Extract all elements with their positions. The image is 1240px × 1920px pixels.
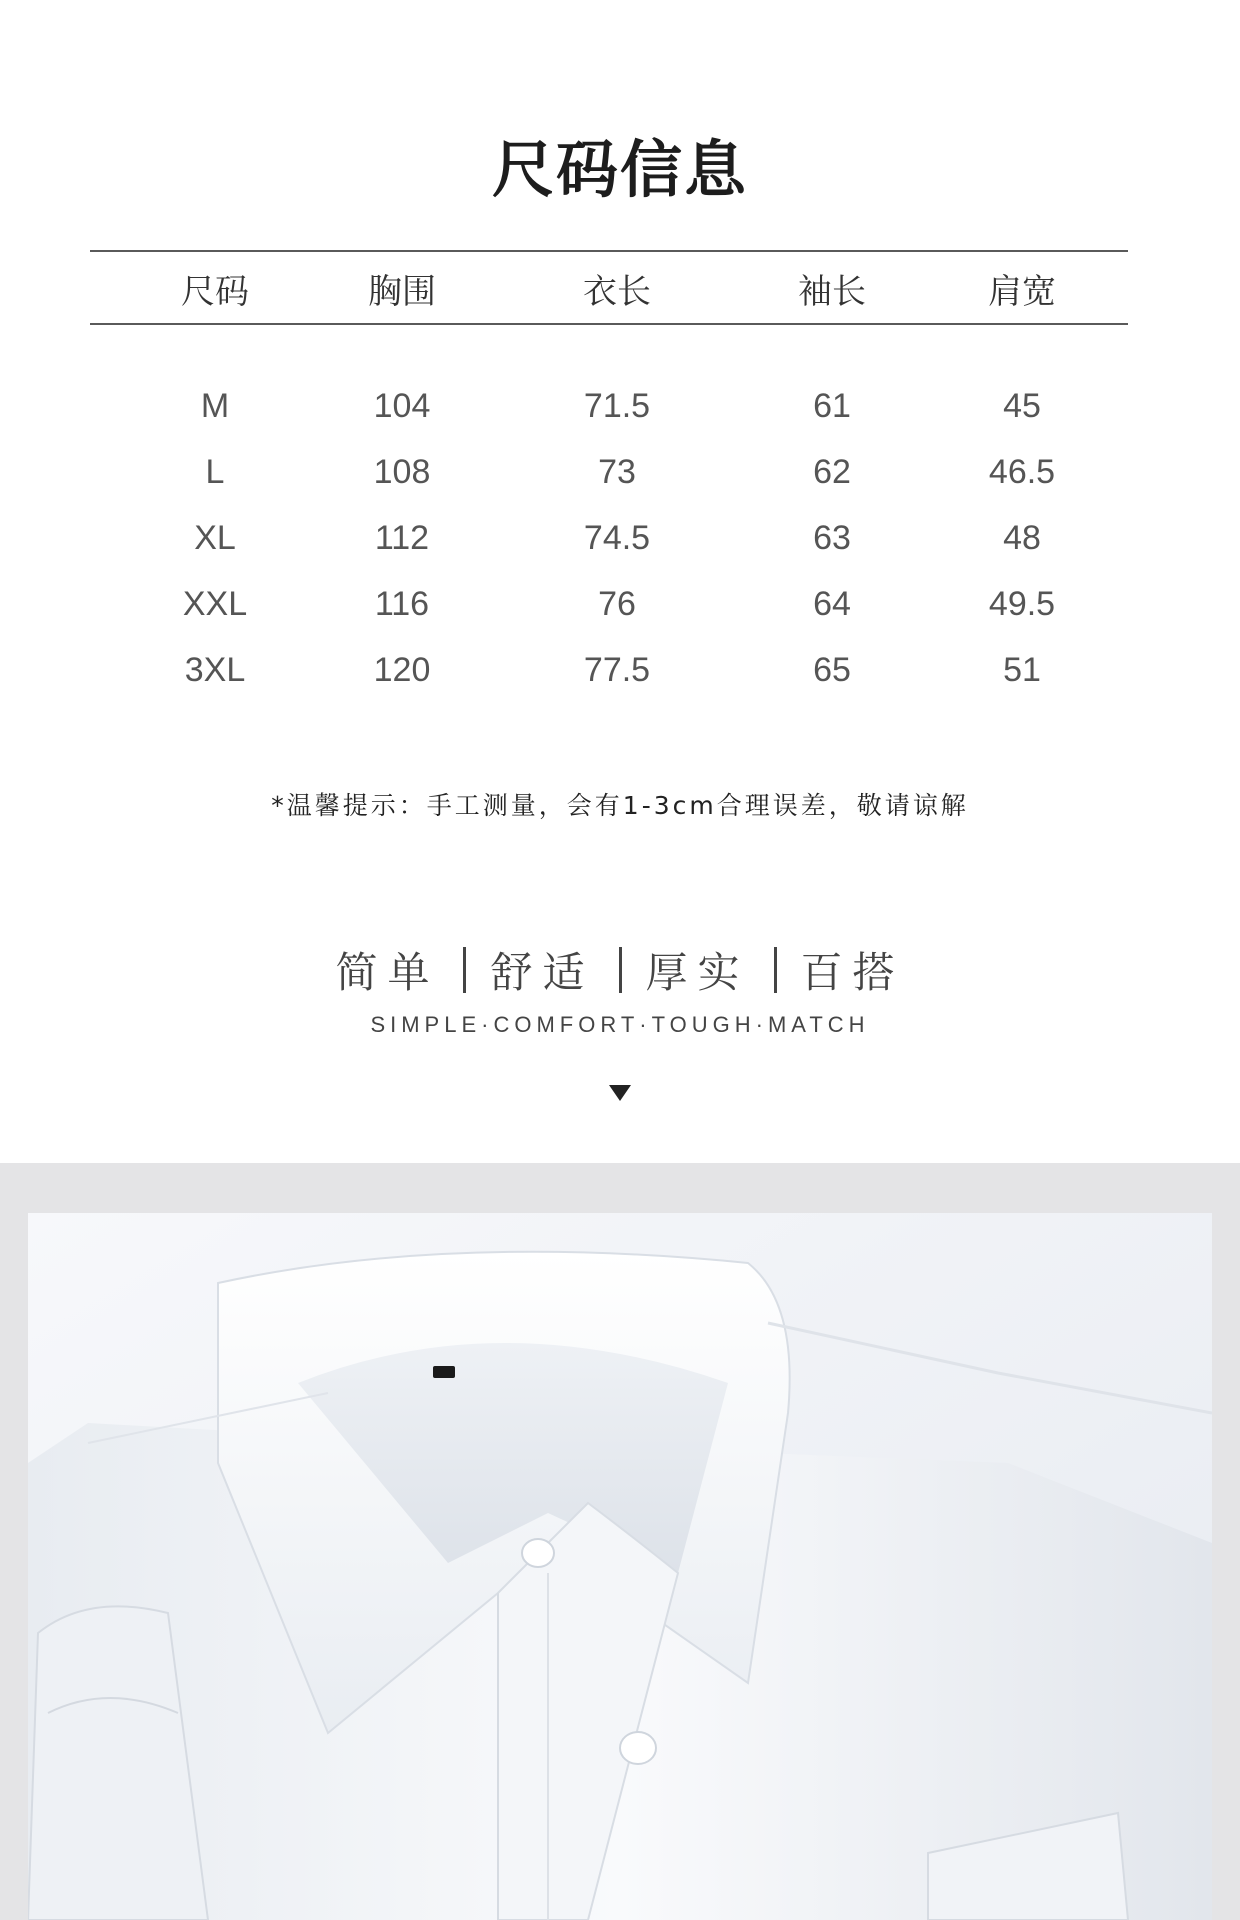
feature-tough: 厚实 [645, 948, 750, 997]
cell-size: 3XL [184, 651, 246, 689]
page-title: 尺码信息 [491, 133, 748, 206]
cell-length: 74.5 [583, 519, 651, 557]
cell-size: XL [194, 519, 236, 557]
cell-size: XXL [182, 585, 248, 623]
cell-shoulder: 46.5 [988, 453, 1056, 491]
cell-length: 76 [598, 585, 636, 623]
cell-sleeve: 65 [813, 651, 851, 689]
header-size: 尺码 [181, 272, 249, 312]
cell-sleeve: 61 [813, 387, 851, 425]
cell-sleeve: 64 [813, 585, 851, 623]
feature-comfort: 舒适 [490, 948, 595, 997]
header-chest: 胸围 [368, 272, 436, 312]
cell-chest: 112 [374, 519, 430, 557]
cell-sleeve: 62 [813, 453, 851, 491]
table-header-rule [90, 323, 1128, 325]
cell-size: L [205, 453, 225, 491]
feature-tagline-english: SIMPLE·COMFORT·TOUGH·MATCH [370, 1012, 870, 1037]
divider [619, 947, 622, 993]
feature-tagline [0, 940, 1240, 1000]
table-top-rule [90, 250, 1128, 252]
feature-match: 百搭 [800, 948, 905, 997]
header-length: 衣长 [583, 272, 651, 312]
feature-simple: 简单 [335, 948, 440, 997]
cell-shoulder: 45 [1003, 387, 1041, 425]
cell-length: 73 [598, 453, 636, 491]
cell-chest: 108 [373, 453, 431, 491]
cell-length: 71.5 [583, 387, 651, 425]
cell-shoulder: 49.5 [988, 585, 1056, 623]
product-photo-white-shirt [28, 1213, 1212, 1920]
header-sleeve: 袖长 [798, 272, 866, 312]
size-disclaimer: *温馨提示：手工测量，会有1-3cm合理误差，敬请谅解 [271, 791, 969, 820]
divider [463, 947, 466, 993]
cell-chest: 120 [373, 651, 431, 689]
cell-sleeve: 63 [813, 519, 851, 557]
header-shoulder: 肩宽 [988, 272, 1056, 312]
down-triangle-icon [609, 1085, 631, 1101]
divider [774, 947, 777, 993]
cell-shoulder: 51 [1003, 651, 1041, 689]
cell-length: 77.5 [583, 651, 651, 689]
cell-shoulder: 48 [1003, 519, 1041, 557]
cell-chest: 104 [373, 387, 431, 425]
cell-chest: 116 [374, 585, 430, 623]
cell-size: M [200, 387, 230, 425]
